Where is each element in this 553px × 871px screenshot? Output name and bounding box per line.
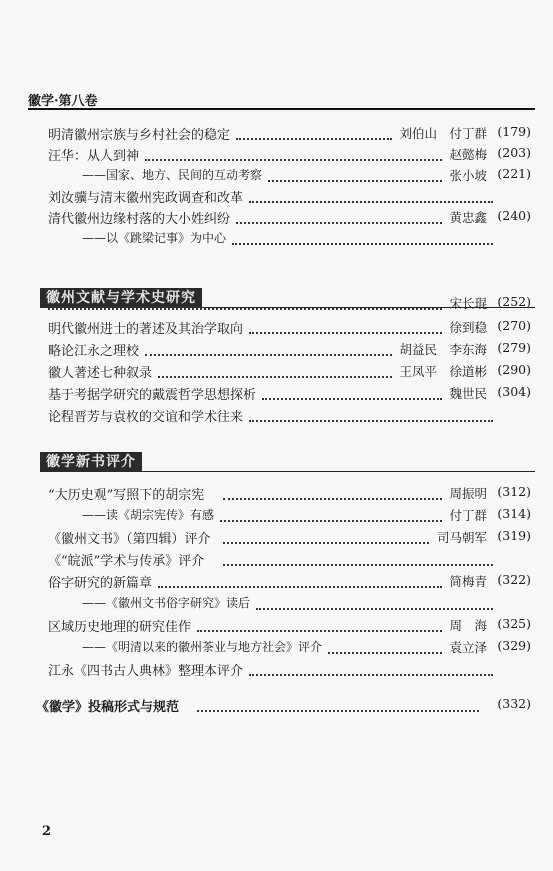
- entry-title: “大历史观”写照下的胡宗宪: [48, 488, 205, 503]
- toc-entry: [0, 187, 553, 209]
- toc-entry: [0, 484, 553, 506]
- entry-title: 《“皖派”学术与传承》评介: [48, 554, 205, 569]
- entry-title: ——国家、地方、民间的互动考察: [82, 168, 263, 182]
- section-heading: 徽学新书评介: [40, 452, 142, 472]
- leader-dots: [197, 616, 442, 632]
- entry-page: (319): [497, 528, 531, 543]
- leader-dots: [220, 506, 442, 522]
- entry-author: 周振明: [449, 486, 487, 501]
- entry-page: (314): [497, 506, 531, 521]
- entry-author: 刘伯山 付丁群: [399, 126, 487, 141]
- entry-title: 俗字研究的新篇章: [48, 576, 153, 591]
- toc-entry: [0, 340, 553, 362]
- leader-dots: [158, 572, 442, 588]
- entry-title: ——《徽州文书俗字研究》读后: [82, 596, 251, 610]
- toc-entry: [0, 362, 553, 384]
- leader-dots: [48, 294, 442, 310]
- entry-title: 明代徽州进士的著述及其治学取向: [48, 322, 244, 337]
- toc-entry: [0, 572, 553, 594]
- page-number: 2: [42, 824, 52, 839]
- leader-dots: [232, 229, 493, 245]
- leader-dots: [158, 362, 392, 378]
- toc-entry: [0, 638, 553, 660]
- entry-page: (332): [497, 696, 531, 711]
- entry-author: 张小坡: [449, 168, 487, 183]
- toc-entry: [0, 660, 553, 682]
- entry-page: (304): [497, 384, 531, 399]
- entry-author: 赵懿梅: [449, 147, 487, 162]
- entry-title: 《徽学》投稿形式与规范: [36, 700, 180, 715]
- entry-author: 袁立泽: [449, 640, 487, 655]
- entry-page: (325): [497, 616, 531, 631]
- entry-page: (279): [497, 340, 531, 355]
- toc-entry: [0, 229, 553, 251]
- entry-title: 清代徽州边缘村落的大小姓纠纷: [48, 212, 231, 227]
- entry-title: 区域历史地理的研究佳作: [48, 620, 192, 635]
- leader-dots: [223, 550, 493, 566]
- entry-title: ——《明清以来的徽州茶业与地方社会》评介: [82, 640, 323, 654]
- entry-title: 论程晋芳与袁枚的交谊和学术往来: [48, 410, 244, 425]
- toc-entry: [0, 384, 553, 406]
- entry-author: 黄忠鑫: [449, 210, 487, 225]
- entry-title: 徽人著述七种叙录: [48, 366, 153, 381]
- entry-page: (270): [497, 318, 531, 333]
- toc-entry: [0, 294, 553, 316]
- toc-entry: [0, 594, 553, 616]
- entry-page: (203): [497, 145, 531, 160]
- toc-entry: [0, 145, 553, 167]
- toc-entry: [0, 124, 553, 146]
- entry-page: (329): [497, 638, 531, 653]
- entry-title: 略论江永之理校: [48, 344, 140, 359]
- entry-page: (312): [497, 484, 531, 499]
- entry-author: 胡益民 李东海: [399, 342, 487, 357]
- leader-dots: [249, 406, 493, 422]
- toc-entry: [0, 696, 553, 718]
- toc-entry: [0, 550, 553, 572]
- entry-page: (322): [497, 572, 531, 587]
- leader-dots: [328, 638, 442, 654]
- running-header: 徽学·第八卷: [28, 94, 98, 109]
- entry-title: ——以《跳梁记事》为中心: [82, 231, 227, 245]
- entry-title: 《徽州文书》（第四辑）评介: [48, 532, 211, 547]
- leader-dots: [249, 318, 442, 334]
- leader-dots: [236, 208, 442, 224]
- entry-page: (240): [497, 208, 531, 223]
- entry-title: ——读《胡宗宪传》有感: [82, 508, 215, 522]
- entry-title: 基于考据学研究的戴震哲学思想探析: [48, 388, 257, 403]
- header-rule: [28, 108, 535, 110]
- toc-entry: [0, 406, 553, 428]
- entry-title: 刘汝骥与清末徽州宪政调查和改革: [48, 191, 244, 206]
- leader-dots: [145, 145, 442, 161]
- entry-page: (290): [497, 362, 531, 377]
- entry-title: 汪华：从人到神: [48, 149, 140, 164]
- leader-dots: [268, 166, 442, 182]
- leader-dots: [145, 340, 392, 356]
- toc-entry: [0, 318, 553, 340]
- entry-title: 江永《四书古人典林》整理本评介: [48, 664, 244, 679]
- leader-dots: [223, 528, 429, 544]
- leader-dots: [262, 384, 442, 400]
- leader-dots: [197, 696, 479, 712]
- leader-dots: [249, 660, 493, 676]
- toc-entry: [0, 528, 553, 550]
- entry-author: 宋长琨: [449, 296, 487, 311]
- entry-author: 周 海: [449, 618, 487, 633]
- entry-author: 简梅青: [449, 574, 487, 589]
- leader-dots: [256, 594, 493, 610]
- entry-author: 司马朝军: [436, 530, 487, 545]
- entry-page: (221): [497, 166, 531, 181]
- entry-page: (252): [497, 294, 531, 309]
- entry-author: 付丁群: [449, 508, 487, 523]
- leader-dots: [236, 124, 392, 140]
- leader-dots: [223, 484, 442, 500]
- toc-entry: [0, 506, 553, 528]
- entry-title: 明清徽州宗族与乡村社会的稳定: [48, 128, 231, 143]
- section-heading: 徽州文献与学术史研究: [40, 288, 202, 308]
- entry-author: 徐到稳: [449, 320, 487, 335]
- toc-entry: [0, 616, 553, 638]
- toc-entry: [0, 166, 553, 188]
- toc-entry: [0, 208, 553, 230]
- entry-author: 王凤平 徐道彬: [399, 364, 487, 379]
- entry-page: (179): [497, 124, 531, 139]
- leader-dots: [249, 187, 493, 203]
- entry-author: 魏世民: [449, 386, 487, 401]
